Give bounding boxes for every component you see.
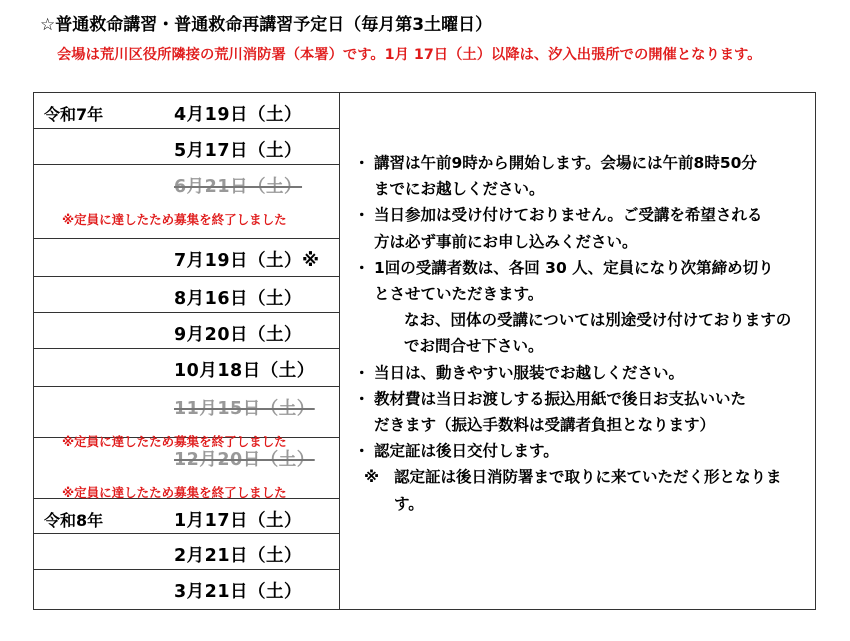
era-label: 令和7年 (44, 105, 104, 124)
page-title: ☆普通救命講習・普通救命再講習予定日（毎月第3土曜日） (40, 15, 493, 35)
schedule-row (34, 499, 339, 534)
bullet-mark (354, 412, 374, 438)
session-date: 10月18日（土） (174, 361, 315, 381)
bullet-mark: ・ (354, 154, 370, 172)
bullet-mark: ・ (354, 389, 370, 408)
note-line (354, 307, 809, 333)
schedule-row (34, 349, 339, 387)
note-text: 方は必ず事前にお申し込みください。 (374, 232, 638, 251)
schedule-row (34, 387, 339, 449)
schedule-row (34, 239, 339, 277)
closed-notice: ※定員に達したため募集を終了しました (62, 212, 287, 227)
note-line (354, 333, 809, 359)
session-date: 7月19日（土）※ (174, 251, 320, 271)
note-line (354, 255, 809, 281)
bullet-mark (354, 229, 374, 255)
note-text: なお、団体の受講については別途受け付けておりますの (404, 311, 792, 330)
note-line (354, 464, 809, 490)
note-text: までにお越しください。 (374, 180, 545, 199)
note-text: 当日は、動きやすい服装でお越しください。 (374, 363, 685, 382)
era-label: 令和8年 (44, 511, 104, 530)
schedule-row (34, 534, 339, 570)
note-text: す。 (394, 494, 424, 513)
bullet-mark (354, 281, 374, 307)
bullet-mark: ・ (354, 363, 370, 382)
note-text: 認定証は後日交付します。 (374, 442, 559, 461)
bullet-mark: ※ (364, 468, 380, 487)
bullet-mark: ・ (354, 258, 370, 277)
note-text: だきます（振込手数料は受講者負担となります） (374, 416, 716, 435)
schedule-row (34, 313, 339, 349)
session-date: 9月20日（土） (174, 325, 303, 345)
session-date: 1月17日（土） (174, 511, 303, 531)
session-date: 4月19日（土） (174, 105, 303, 125)
venue-notice: 会場は荒川区役所隣接の荒川消防署（本署）です。1月 17日（土）以降は、汐入出張所での開催となります。 (57, 47, 762, 63)
note-text: でお問合せ下さい。 (404, 337, 544, 356)
bullet-mark (354, 491, 394, 517)
bullet-mark (384, 333, 404, 359)
closed-notice: ※定員に達したため募集を終了しました (62, 485, 287, 500)
session-date-closed: 12月20日（土） (174, 450, 315, 470)
schedule-row (34, 165, 339, 239)
note-text: 当日参加は受け付けておりません。ご受講を希望される (374, 206, 763, 225)
session-date-closed: 6月21日（土） (174, 177, 303, 197)
note-line (354, 202, 809, 228)
note-line (354, 281, 809, 307)
schedule-row (34, 277, 339, 313)
session-date-closed: 11月15日（土） (174, 399, 315, 419)
bullet-mark (354, 176, 374, 202)
note-line (354, 438, 809, 464)
bullet-mark: ・ (354, 206, 370, 225)
schedule-row (34, 129, 339, 165)
session-date: 5月17日（土） (174, 141, 303, 161)
session-date: 3月21日（土） (174, 582, 303, 602)
schedule-row (34, 438, 339, 499)
session-date: 8月16日（土） (174, 289, 303, 309)
dates-column (34, 93, 340, 609)
note-line (354, 412, 809, 438)
session-date: 2月21日（土） (174, 546, 303, 566)
note-text: 講習は午前9時から開始します。会場には午前8時50分 (374, 154, 757, 172)
note-text: 教材費は当日お渡しする振込用紙で後日お支払いいた (374, 389, 747, 408)
note-text: 1回の受講者数は、各回 30 人、定員になり次第締め切り (374, 258, 774, 277)
schedule-table (33, 92, 816, 610)
note-line (354, 176, 809, 202)
note-line (354, 360, 809, 386)
bullet-mark (384, 307, 404, 333)
note-text: 認定証は後日消防署まで取りに来ていただく形となりま (394, 468, 782, 487)
note-line (354, 229, 809, 255)
closed-notice: ※定員に達したため募集を終了しました (62, 434, 287, 449)
note-line (354, 491, 809, 517)
schedule-row (34, 570, 339, 609)
note-line (354, 150, 809, 176)
bullet-mark: ・ (354, 442, 370, 461)
note-line (354, 386, 809, 412)
note-text: とさせていただきます。 (374, 285, 544, 304)
notes-column (354, 150, 809, 517)
schedule-row (34, 93, 339, 129)
